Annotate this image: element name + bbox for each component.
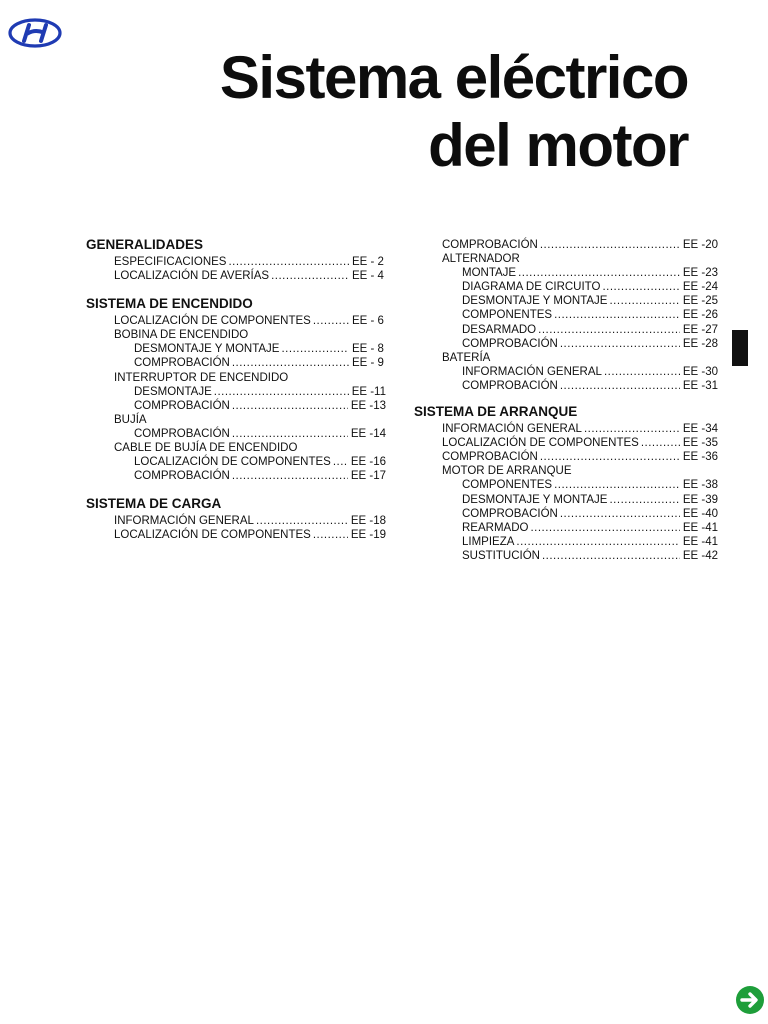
- toc-entry-page: EE -24: [682, 281, 718, 294]
- toc-entry-label: COMPROBACIÓN: [134, 470, 230, 483]
- toc-entry-label: COMPROBACIÓN: [462, 507, 558, 520]
- toc-entry-page: EE -35: [682, 437, 718, 450]
- toc-entry-page: EE -26: [682, 309, 718, 322]
- toc-entry[interactable]: [414, 478, 718, 492]
- toc-entry-label: INFORMACIÓN GENERAL: [442, 423, 582, 436]
- toc-entry-page: EE -41: [682, 535, 718, 548]
- toc-entry-page: EE -39: [682, 493, 718, 506]
- toc-entry[interactable]: [414, 266, 718, 280]
- toc-entry-page: EE -27: [682, 323, 718, 336]
- toc-entry-page: EE - 4: [352, 270, 384, 283]
- toc-entry-page: EE -30: [682, 365, 718, 378]
- toc-group-label: BATERÍA: [442, 351, 491, 364]
- section-tab-marker: [732, 330, 748, 366]
- toc-entry[interactable]: [414, 238, 718, 252]
- toc-entry-label: COMPROBACIÓN: [134, 357, 230, 370]
- toc-entry-page: EE -36: [682, 451, 718, 464]
- next-page-button[interactable]: [735, 985, 765, 1015]
- toc-entry[interactable]: [414, 337, 718, 351]
- dot-leader: [604, 365, 680, 379]
- toc-entry-page: EE -19: [350, 529, 386, 542]
- page-title: [220, 44, 688, 180]
- toc-entry-page: EE - 2: [352, 256, 384, 268]
- toc-entry-label: DESMONTAJE: [134, 385, 212, 398]
- toc-entry[interactable]: [86, 342, 386, 356]
- toc-group-label: CABLE DE BUJÍA DE ENCENDIDO: [114, 442, 298, 455]
- dot-leader: [542, 549, 680, 563]
- dot-leader: [518, 266, 680, 280]
- dot-leader: [584, 422, 680, 436]
- toc-entry-label: ESPECIFICACIONES: [114, 256, 227, 268]
- toc-entry-label: DESMONTAJE Y MONTAJE: [134, 343, 280, 356]
- toc-entry-page: EE - 9: [352, 357, 384, 370]
- toc-entry-label: COMPROBACIÓN: [134, 399, 230, 412]
- toc-entry[interactable]: [414, 308, 718, 322]
- toc-entry[interactable]: [86, 314, 386, 328]
- toc-entry[interactable]: [414, 436, 718, 450]
- toc-column-right: [414, 238, 718, 563]
- toc-entry-page: EE -13: [350, 399, 386, 412]
- dot-leader: [232, 356, 349, 370]
- toc-entry[interactable]: [86, 269, 386, 283]
- toc-entry[interactable]: [414, 521, 718, 535]
- toc-entry-page: EE - 8: [352, 343, 384, 356]
- toc-entry[interactable]: [86, 385, 386, 399]
- toc-entry-page: EE -34: [682, 423, 718, 436]
- dot-leader: [228, 255, 349, 269]
- dot-leader: [609, 493, 679, 507]
- toc-entry-label: DESARMADO: [462, 323, 537, 336]
- dot-leader: [609, 294, 679, 308]
- toc-entry[interactable]: [414, 294, 718, 308]
- toc-group-label: BUJÍA: [114, 413, 147, 426]
- toc-entry-label: INFORMACIÓN GENERAL: [462, 365, 602, 378]
- dot-leader: [313, 314, 349, 328]
- toc-entry-page: EE -38: [682, 479, 718, 492]
- toc-entry-page: EE -16: [350, 456, 386, 469]
- toc-entry[interactable]: [86, 427, 386, 441]
- toc-entry-label: COMPONENTES: [462, 479, 553, 492]
- section-heading: SISTEMA DE ENCENDIDO: [86, 296, 253, 312]
- toc-entry-label: COMPROBACIÓN: [134, 427, 230, 440]
- dot-leader: [256, 514, 348, 528]
- toc-group-label: MOTOR DE ARRANQUE: [442, 465, 572, 478]
- toc-entry[interactable]: [414, 422, 718, 436]
- dot-leader: [232, 399, 348, 413]
- dot-leader: [560, 337, 680, 351]
- toc-entry[interactable]: [414, 549, 718, 563]
- section-heading: SISTEMA DE CARGA: [86, 496, 222, 512]
- toc-entry-label: COMPROBACIÓN: [442, 239, 538, 251]
- toc-entry-label: MONTAJE: [462, 267, 517, 280]
- toc-entry[interactable]: [414, 379, 718, 393]
- toc-column-left: [86, 236, 386, 543]
- section-heading: GENERALIDADES: [86, 237, 204, 252]
- toc-entry[interactable]: [86, 514, 386, 528]
- toc-entry[interactable]: [86, 528, 386, 542]
- toc-entry-page: EE -18: [350, 515, 386, 528]
- toc-entry-page: EE - 6: [352, 315, 384, 328]
- dot-leader: [540, 450, 680, 464]
- toc-entry[interactable]: [414, 450, 718, 464]
- toc-entry[interactable]: [414, 507, 718, 521]
- toc-entry-label: DESMONTAJE Y MONTAJE: [462, 493, 608, 506]
- dot-leader: [214, 385, 349, 399]
- dot-leader: [554, 478, 680, 492]
- dot-leader: [538, 323, 680, 337]
- dot-leader: [560, 507, 680, 521]
- toc-entry[interactable]: [86, 356, 386, 370]
- toc-entry[interactable]: [414, 365, 718, 379]
- toc-entry-label: LOCALIZACIÓN DE COMPONENTES: [114, 315, 311, 328]
- toc-entry-label: DIAGRAMA DE CIRCUITO: [462, 281, 601, 294]
- section-heading: SISTEMA DE ARRANQUE: [414, 404, 578, 420]
- dot-leader: [271, 269, 349, 283]
- toc-entry-page: EE -17: [350, 470, 386, 483]
- toc-entry-label: LOCALIZACIÓN DE COMPONENTES: [134, 456, 331, 469]
- dot-leader: [560, 379, 680, 393]
- toc-entry-label: INFORMACIÓN GENERAL: [114, 515, 254, 528]
- toc-entry-page: EE -31: [682, 379, 718, 392]
- toc-entry[interactable]: [414, 280, 718, 294]
- dot-leader: [232, 427, 348, 441]
- toc-entry-page: EE -41: [682, 521, 718, 534]
- toc-entry-page: EE -14: [350, 427, 386, 440]
- dot-leader: [333, 455, 348, 469]
- dot-leader: [554, 308, 680, 322]
- dot-leader: [641, 436, 680, 450]
- toc-entry-label: DESMONTAJE Y MONTAJE: [462, 295, 608, 308]
- title-line-2: del motor: [428, 112, 688, 179]
- toc-entry[interactable]: [86, 455, 386, 469]
- toc-entry-page: EE -42: [682, 549, 718, 562]
- toc-entry-label: LOCALIZACIÓN DE COMPONENTES: [442, 437, 639, 450]
- toc-entry[interactable]: [414, 493, 718, 507]
- toc-entry-page: EE -28: [682, 337, 718, 350]
- toc-entry[interactable]: [414, 323, 718, 337]
- dot-leader: [313, 528, 348, 542]
- toc-entry-page: EE -23: [682, 267, 718, 280]
- dot-leader: [540, 238, 680, 252]
- toc-entry-label: COMPROBACIÓN: [462, 337, 558, 350]
- title-line-1: Sistema eléctrico: [219, 44, 688, 111]
- toc-entry[interactable]: [86, 255, 386, 269]
- toc-entry-label: COMPONENTES: [462, 309, 553, 322]
- toc-group-label: BOBINA DE ENCENDIDO: [114, 329, 249, 342]
- toc-entry-page: EE -40: [682, 507, 718, 520]
- dot-leader: [530, 521, 679, 535]
- toc-entry-label: SUSTITUCIÓN: [462, 549, 540, 562]
- toc-entry-label: COMPROBACIÓN: [442, 451, 538, 464]
- toc-entry-label: COMPROBACIÓN: [462, 379, 558, 392]
- toc-entry-label: LOCALIZACIÓN DE COMPONENTES: [114, 529, 311, 542]
- toc-entry-label: LOCALIZACIÓN DE AVERÍAS: [114, 270, 270, 283]
- hyundai-logo: [8, 18, 62, 48]
- toc-entry-page: EE -25: [682, 295, 718, 308]
- toc-entry[interactable]: [86, 469, 386, 483]
- toc-entry-label: LIMPIEZA: [462, 535, 515, 548]
- dot-leader: [281, 342, 349, 356]
- toc-group-label: INTERRUPTOR DE ENCENDIDO: [114, 371, 289, 384]
- toc-group-label: ALTERNADOR: [442, 253, 520, 266]
- toc-entry[interactable]: [414, 535, 718, 549]
- dot-leader: [516, 535, 679, 549]
- toc-entry-label: REARMADO: [462, 521, 529, 534]
- dot-leader: [232, 469, 348, 483]
- toc-entry[interactable]: [86, 399, 386, 413]
- toc-entry-page: EE -20: [682, 239, 718, 251]
- dot-leader: [602, 280, 679, 294]
- toc-entry-page: EE -11: [351, 385, 386, 398]
